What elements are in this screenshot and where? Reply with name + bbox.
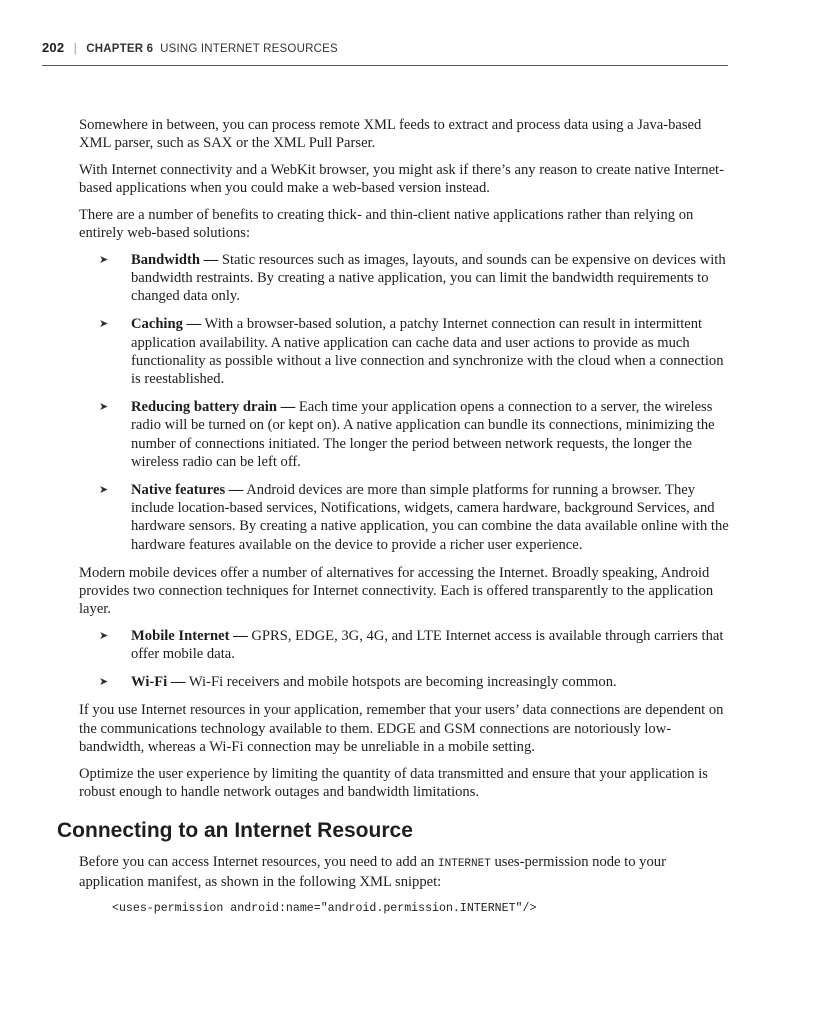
list-item-term: Caching — (131, 316, 202, 333)
arrowhead-icon: ➤ (99, 252, 109, 266)
list-item-text: Wi-Fi receivers and mobile hotspots are becoming increasingly common. (185, 674, 617, 691)
inline-code: INTERNET (438, 858, 491, 870)
running-head (42, 40, 338, 55)
arrowhead-icon: ➤ (99, 482, 109, 496)
connections-list (79, 627, 729, 692)
section-heading: Connecting to an Internet Resource (57, 819, 413, 842)
header-rule (42, 65, 728, 66)
list-item-text: Android devices are more than simple platforms for running a browser. They include location-based services, Notifications, widgets, camera hardware, background Services, and hardware sensors. By creating a native application, you can combine the data available online with the hardware features available on the device to provide a richer user experience. (131, 481, 729, 553)
list-item-text: Static resources such as images, layouts, and sounds can be expensive on devices with bandwidth restraints. By creating a native application, you can limit the bandwidth requirements to changed data only. (131, 251, 726, 305)
list-item (79, 398, 729, 471)
paragraph (79, 853, 729, 891)
page-body (57, 116, 729, 918)
intro-text-start: Before you can access Internet resources, you need to add an (79, 854, 439, 870)
list-item-term: Bandwidth — (131, 251, 219, 268)
chapter-label: CHAPTER 6 (86, 43, 154, 55)
list-item (79, 251, 729, 306)
benefits-list (79, 251, 729, 554)
arrowhead-icon: ➤ (99, 675, 109, 689)
chapter-title: USING INTERNET RESOURCES (160, 43, 338, 55)
arrowhead-icon: ➤ (99, 317, 109, 331)
paragraph: Modern mobile devices offer a number of alternatives for accessing the Internet. Broadly speaking, Android provides two connection techniques for Internet connectivity. Each is offered transparently to the application layer. (79, 564, 714, 618)
list-item-term: Mobile Internet — (131, 627, 248, 644)
arrowhead-icon: ➤ (99, 628, 109, 642)
list-item (79, 481, 729, 554)
list-item-term: Reducing battery drain — (131, 399, 296, 416)
arrowhead-icon: ➤ (99, 400, 109, 414)
paragraph: Optimize the user experience by limiting the quantity of data transmitted and ensure that your application is robust enough to handle network outages and bandwidth limitations. (79, 765, 708, 800)
list-item (79, 315, 729, 388)
list-item-text: Each time your application opens a connection to a server, the wireless radio will be turned on (or kept on). A native application can bundle its connections, minimizing the number of connections initiated. The longer the period between network requests, the longer the wireless radio can be left off. (131, 399, 715, 470)
header-separator: | (73, 43, 77, 55)
list-item-text: GPRS, EDGE, 3G, 4G, and LTE Internet access is available through carriers that offer mobile data. (131, 627, 724, 663)
list-item (79, 627, 729, 663)
list-item-term: Wi-Fi — (131, 674, 186, 691)
paragraph: There are a number of benefits to creating thick- and thin-client native applications rather than relying on entirely web-based solutions: (79, 206, 694, 242)
paragraph: If you use Internet resources in your application, remember that your users’ data connections are dependent on the communications technology available to them. EDGE and GSM connections are notoriously low-bandwidth, whereas a Wi-Fi connection may be unreliable in a mobile setting. (79, 702, 724, 755)
page-number: 202 (42, 40, 65, 55)
list-item-text: With a browser-based solution, a patchy Internet connection can result in intermittent application availability. A native application can cache data and user actions to provide as much functionality as possible without a live connection and synchronize with the cloud when a connection is reestablished. (131, 316, 724, 387)
code-snippet: <uses-permission android:name="android.permission.INTERNET"/> (112, 901, 537, 915)
paragraph: With Internet connectivity and a WebKit browser, you might ask if there’s any reason to create native Internet-based applications when you could make a web-based version instead. (79, 161, 724, 197)
paragraph: Somewhere in between, you can process remote XML feeds to extract and process data using a Java-based XML parser, such as SAX or the XML Pull Parser. (79, 117, 702, 152)
list-item (79, 673, 729, 691)
intro-text-end: uses-permission node to your application manifest, as shown in the following XML snippet: (79, 854, 666, 891)
list-item-term: Native features — (131, 481, 244, 498)
